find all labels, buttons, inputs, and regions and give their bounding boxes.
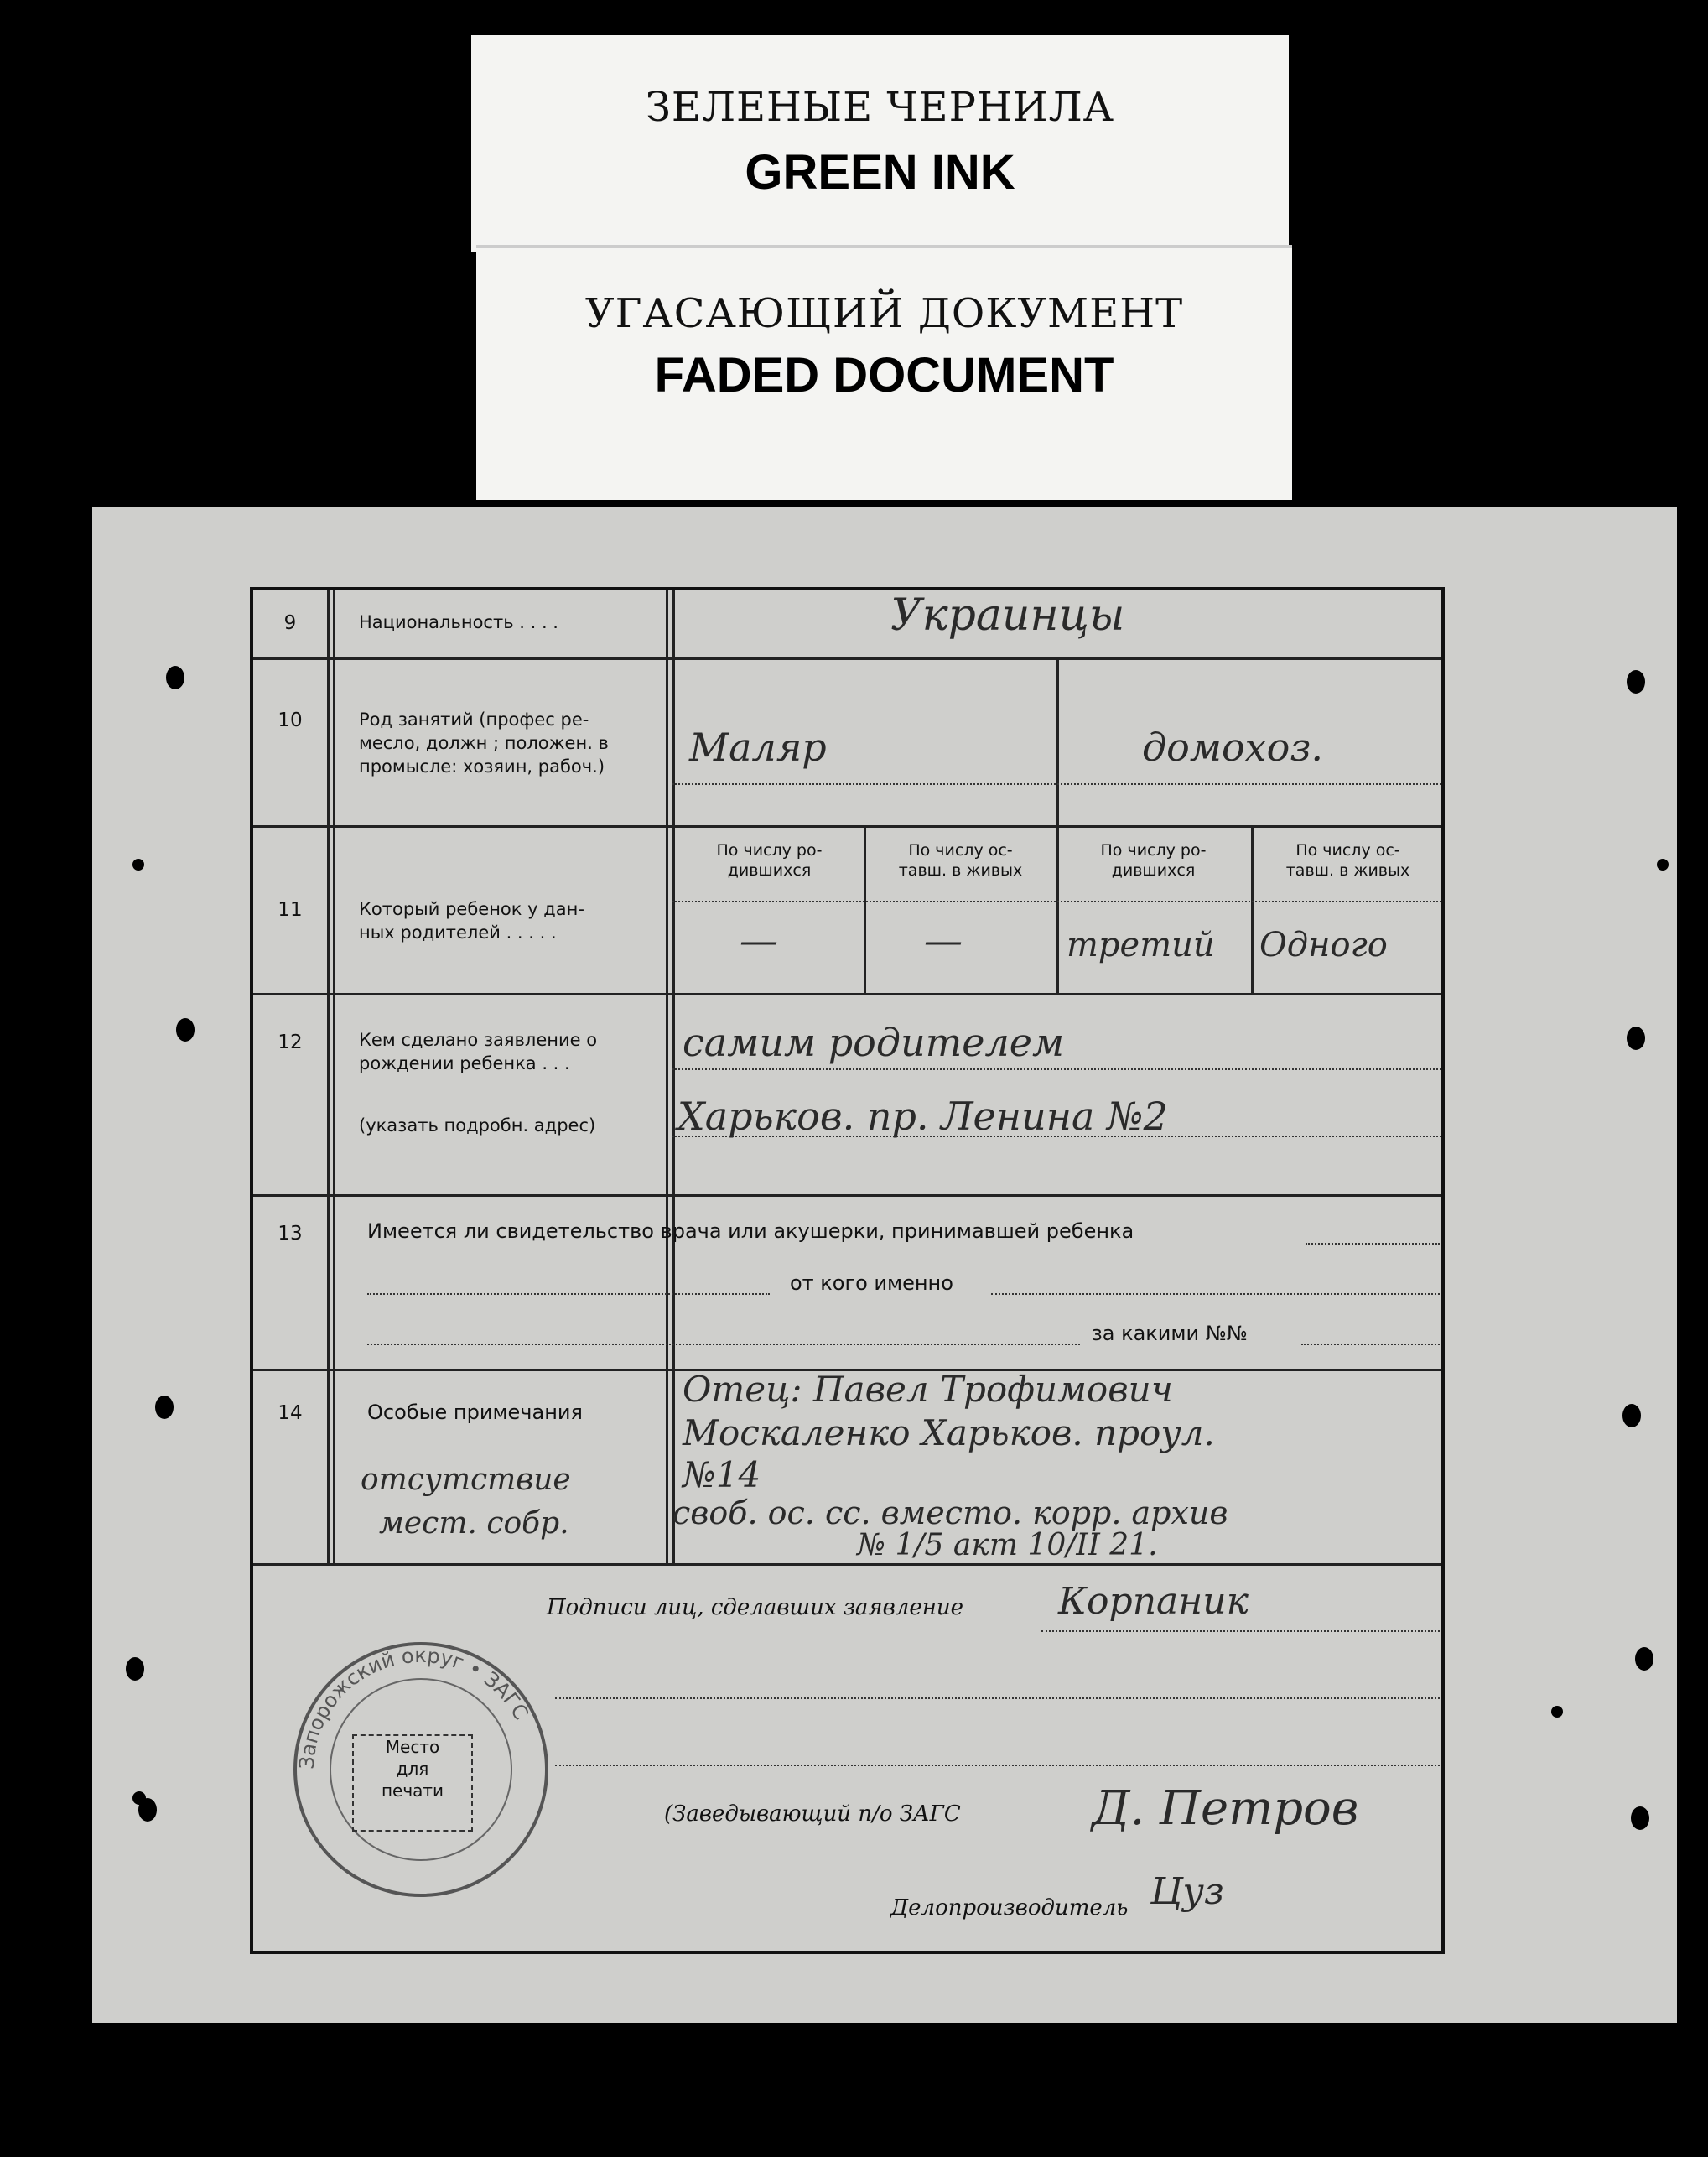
occupation-mother-value: домохоз. (1142, 725, 1324, 770)
applicant-value: самим родителем (683, 1020, 1065, 1065)
notes-line-4: своб. ос. сс. вместо. корр. архив (672, 1494, 1228, 1531)
punch-hole (1635, 1647, 1653, 1671)
punch-hole (1551, 1706, 1563, 1718)
born-value-1: — (740, 917, 778, 963)
punch-hole (166, 666, 184, 689)
row-number: 13 (278, 1223, 303, 1245)
punch-hole (1622, 1404, 1641, 1427)
nationality-value: Украинцы (890, 590, 1125, 641)
child-order-label: Который ребенок у дан- ных родителей . . . . . (359, 899, 584, 943)
numbers-label: за какими №№ (1092, 1322, 1248, 1345)
applicants-signature-label: Подписи лиц, сделавших заявление (547, 1595, 963, 1620)
occupation-father-value: Маляр (689, 725, 827, 770)
notes-line-3: №14 (683, 1454, 761, 1495)
occupation-label: Род занятий (профес ре- месло, должн ; положен. в промысле: хозяин, рабоч.) (359, 709, 609, 777)
green-ink-label-card (471, 35, 1289, 252)
certificate-question: Имеется ли свидетельство врача или акушерки, принимавшей ребенка (367, 1219, 1134, 1243)
punch-hole (132, 859, 144, 871)
stamp-ring-text: Запорожский округ • ЗАГС (294, 1643, 533, 1770)
col-born-1: По числу ро- дившихся (716, 841, 823, 880)
punch-hole (155, 1396, 174, 1419)
margin-note-1: отсутствие (361, 1463, 571, 1497)
punch-hole (126, 1657, 144, 1681)
faded-document-label-en: FADED DOCUMENT (654, 348, 1114, 403)
stamp-place-text: Место для печати (381, 1737, 444, 1801)
notes-line-5: № 1/5 акт 10/II 21. (857, 1528, 1158, 1562)
notes-line-2: Москаленко Харьков. проул. (683, 1412, 1215, 1453)
margin-note-2: мест. собр. (379, 1506, 569, 1541)
row-number: 9 (283, 612, 297, 634)
row-number: 10 (278, 709, 303, 731)
nationality-label: Национальность . . . . (359, 612, 558, 632)
punch-hole (1657, 859, 1669, 871)
living-value-1: — (924, 917, 963, 963)
row-number: 11 (278, 899, 303, 921)
row-number: 12 (278, 1032, 303, 1053)
col-born-2: По числу ро- дившихся (1100, 841, 1207, 880)
col-living-2: По числу ос- тавш. в живых (1285, 841, 1410, 880)
head-registry-signature: Д. Петров (1092, 1781, 1359, 1836)
notes-line-1: Отец: Павел Трофимович (683, 1369, 1173, 1410)
clerk-label: Делопроизводитель (890, 1895, 1129, 1921)
punch-hole (132, 1791, 146, 1805)
applicants-signature: Корпаник (1058, 1580, 1249, 1623)
green-ink-label-en: GREEN INK (745, 145, 1015, 200)
applicant-address-value: Харьков. пр. Ленина №2 (677, 1094, 1168, 1139)
applicant-label: Кем сделано заявление о рождении ребенка . . . (359, 1030, 598, 1073)
punch-hole (1627, 1027, 1645, 1050)
punch-hole (1627, 670, 1645, 694)
row-number: 14 (278, 1402, 303, 1424)
green-ink-label-ru: ЗЕЛЕНЫЕ ЧЕРНИЛА (646, 84, 1114, 131)
faded-document-label-card (476, 248, 1292, 500)
special-notes-label: Особые примечания (367, 1401, 583, 1424)
faded-document-label-ru: УГАСАЮЩИЙ ДОКУМЕНТ (584, 290, 1184, 337)
living-value-2: Одного (1259, 926, 1388, 964)
col-living-1: По числу ос- тавш. в живых (898, 841, 1023, 880)
from-whom-label: от кого именно (790, 1271, 953, 1295)
head-registry-label: (Заведывающий п/о ЗАГС (664, 1801, 961, 1827)
clerk-signature: Цуз (1150, 1870, 1224, 1913)
punch-hole (176, 1018, 195, 1042)
address-label: (указать подробн. адрес) (359, 1115, 596, 1136)
born-value-2: третий (1067, 926, 1215, 964)
punch-hole (1631, 1806, 1649, 1830)
stamp-place-box (352, 1734, 473, 1832)
